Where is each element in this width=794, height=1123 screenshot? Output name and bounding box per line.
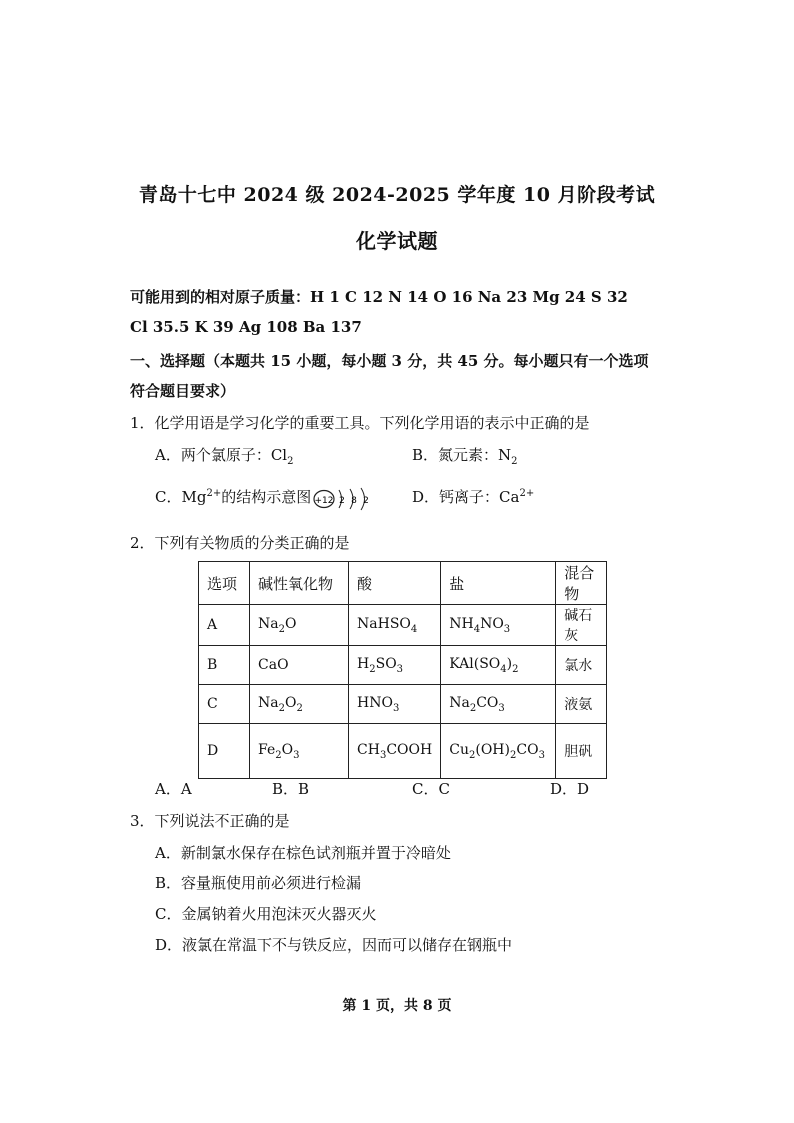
q1-option-c [155,486,311,507]
cell-acid: $HNO_3$ [349,685,441,724]
cell-salt: $Cu_2(OH)_2CO_3$ [441,724,556,779]
q2-choice-a: A．A [155,780,192,798]
q2-choice-b: B．B [272,780,310,798]
q1-option-a-text: A．两个氯原子：Cl [155,446,288,464]
section-heading-line-1: 一、选择题（本题共 15 小题，每小题 3 分，共 45 分。每小题只有一个选项 [130,352,649,370]
cell-mixture: 氯水 [556,646,607,685]
q1-option-a [155,444,293,467]
q1-stem: 1．化学用语是学习化学的重要工具。下列化学用语的表示中正确的是 [130,414,590,432]
cell-salt: $KAl(SO_4)_2$ [441,646,556,685]
cell-oxide: $Na_2O_2$ [250,685,349,724]
q1-option-c-sup: 2+ [206,488,222,499]
cell-option: C [199,685,250,724]
q1-option-d-sup: 2+ [519,488,535,499]
cell-mixture: 碱石灰 [556,605,607,646]
q1-option-d-text: D．钙离子：Ca [412,488,520,506]
cell-oxide: CaO [250,646,349,685]
header-acid: 酸 [349,562,441,605]
q1-option-c-text: 的结构示意图 [221,488,312,506]
cell-option: A [199,605,250,646]
q3-option-d: D．液氯在常温下不与铁反应，因而可以储存在钢瓶中 [155,936,513,954]
table-row [199,646,607,685]
q3-option-a: A．新制氯水保存在棕色试剂瓶并置于冷暗处 [155,844,451,862]
q1-option-c-prefix: C．Mg [155,488,207,506]
cell-salt: $NH_4NO_3$ [441,605,556,646]
classification-table [198,561,607,779]
cell-acid: $CH_3COOH$ [349,724,441,779]
section-heading-line-2: 符合题目要求） [130,382,236,400]
q3-stem: 3．下列说法不正确的是 [130,812,290,830]
atomic-masses-line-2: Cl 35.5 K 39 Ag 108 Ba 137 [130,318,362,336]
cell-option: B [199,646,250,685]
q1-option-d [412,486,534,507]
q2-stem: 2．下列有关物质的分类正确的是 [130,534,350,552]
q2-choice-c: C．C [412,780,450,798]
q2-choice-d: D．D [550,780,590,798]
q3-option-c: C．金属钠着火用泡沫灭火器灭火 [155,905,377,923]
shell-2-electrons: 8 [351,496,357,506]
exam-subtitle: 化学试题 [356,229,438,253]
cell-acid: NaHSO$_4$ [349,605,441,646]
q1-option-b-text: B．氮元素：N [412,446,512,464]
table-row [199,685,607,724]
shell-3-electrons: 2 [363,496,369,506]
cell-oxide: $Na_2O$ [250,605,349,646]
page-footer: 第 1 页，共 8 页 [342,998,452,1014]
cell-acid: $H_2SO_3$ [349,646,441,685]
q1-option-b-sub: 2 [511,456,518,467]
atomic-masses-line-1: 可能用到的相对原子质量：H 1 C 12 N 14 O 16 Na 23 Mg 24 S 32 [130,288,628,306]
shell-1-electrons: 2 [339,496,345,506]
table-row [199,605,607,646]
cell-salt: $Na_2CO_3$ [441,685,556,724]
header-basic-oxide: 碱性氧化物 [250,562,349,605]
q1-option-a-sub: 2 [287,456,294,467]
cell-option: D [199,724,250,779]
table-row [199,724,607,779]
cell-mixture: 液氨 [556,685,607,724]
cell-mixture: 胆矾 [556,724,607,779]
exam-title: 青岛十七中 2024 级 2024-2025 学年度 10 月阶段考试 [138,184,656,206]
nucleus-charge: +12 [314,496,334,506]
header-option: 选项 [199,562,250,605]
atom-structure-diagram [313,486,383,508]
q3-option-b: B．容量瓶使用前必须进行检漏 [155,874,362,892]
cell-oxide: $Fe_2O_3$ [250,724,349,779]
table-header-row [199,562,607,605]
q1-option-b [412,444,518,467]
header-salt: 盐 [441,562,556,605]
header-mixture: 混合物 [556,562,607,605]
